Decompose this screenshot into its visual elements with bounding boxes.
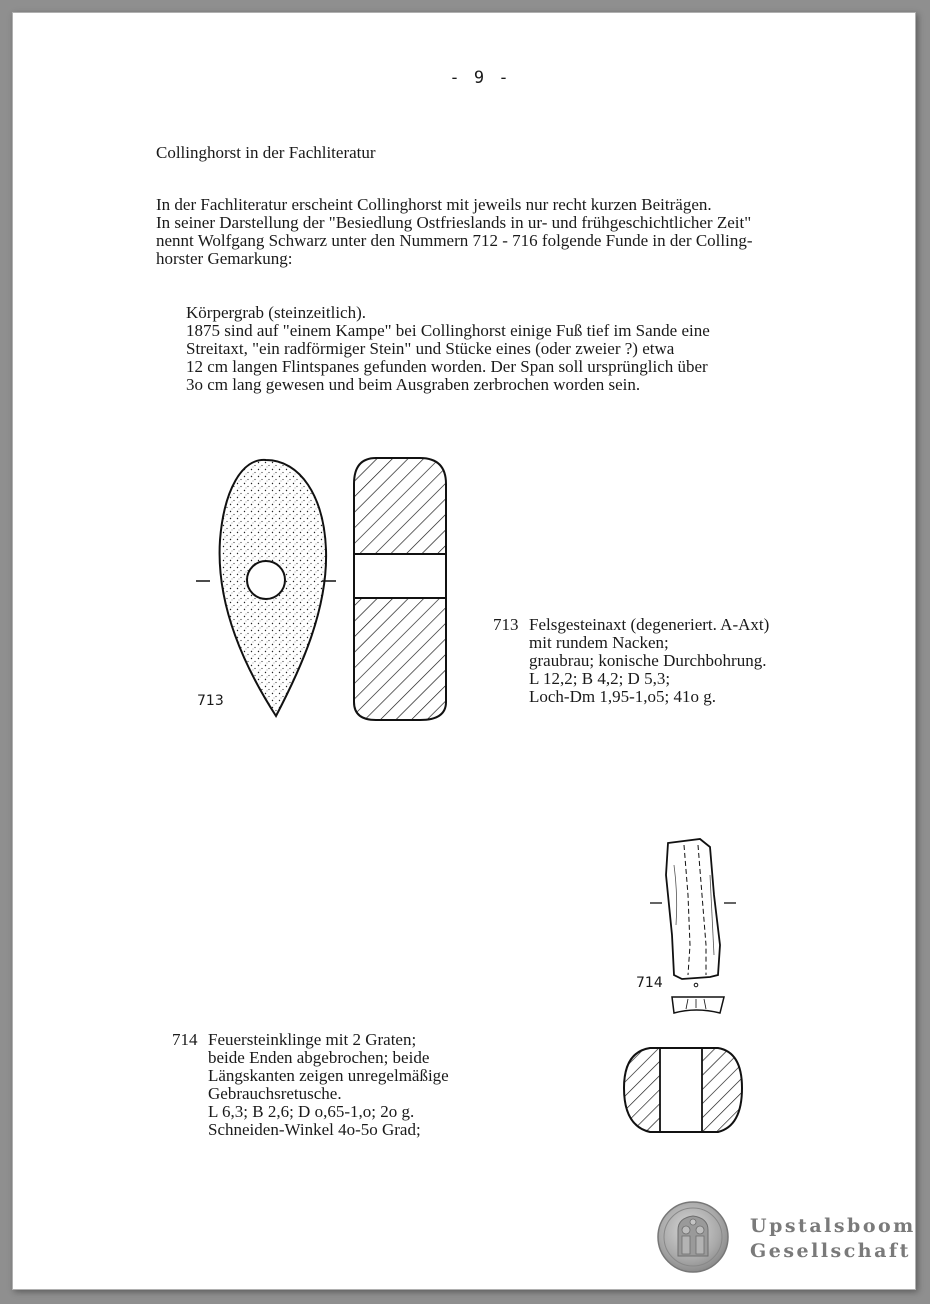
axe-section-drawing: [350, 454, 460, 726]
catalog-entry-713: [493, 616, 823, 716]
entry-line: L 6,3; B 2,6; D o,65-1,o; 2o g.: [208, 1102, 415, 1121]
logo-line: Upstalsboom: [750, 1215, 916, 1237]
entry-description: [529, 616, 769, 706]
entry-line: Loch-Dm 1,95-1,o5; 41o g.: [529, 687, 716, 706]
figure-label-714: 714: [636, 975, 663, 991]
quoted-entry: [186, 304, 806, 394]
logo-wordmark: [750, 1214, 916, 1264]
figure-label-713: 713: [197, 693, 224, 709]
intro-line: horster Gemarkung:: [156, 249, 293, 268]
entry-number: 713: [493, 615, 519, 634]
wheel-stone-section-drawing: [620, 1044, 750, 1140]
flint-blade-drawing: [640, 835, 750, 1025]
entry-line: graubrau; konische Durchbohrung.: [529, 651, 767, 670]
entry-line: Feuersteinklinge mit 2 Graten;: [208, 1030, 417, 1049]
entry-number: 714: [172, 1030, 198, 1049]
catalog-entry-714: [172, 1031, 502, 1161]
entry-line: Längskanten zeigen unregelmäßige: [208, 1066, 449, 1085]
intro-line: nennt Wolfgang Schwarz unter den Nummern 712 - 716 folgende Funde in der Colling-: [156, 231, 753, 250]
intro-paragraph: [156, 196, 836, 268]
intro-line: In der Fachliteratur erscheint Collinghorst mit jeweils nur recht kurzen Beiträgen.: [156, 195, 712, 214]
entry-line: beide Enden abgebrochen; beide: [208, 1048, 430, 1067]
quote-line: Streitaxt, "ein radförmiger Stein" und Stücke eines (oder zweier ?) etwa: [186, 339, 675, 358]
entry-line: Gebrauchsretusche.: [208, 1084, 342, 1103]
intro-line: In seiner Darstellung der "Besiedlung Ostfrieslands in ur- und frühgeschichtlicher Zeit": [156, 213, 752, 232]
entry-line: Felsgesteinaxt (degeneriert. A-Axt): [529, 615, 770, 634]
logo-line: Gesellschaft: [750, 1240, 911, 1262]
quote-line: 3o cm lang gewesen und beim Ausgraben zerbrochen worden sein.: [186, 375, 641, 394]
seal-icon: [656, 1200, 730, 1274]
quote-line: 12 cm langen Flintspanes gefunden worden. Der Span soll ursprünglich über: [186, 357, 708, 376]
section-heading: Collinghorst in der Fachliteratur: [156, 143, 376, 162]
quote-line: 1875 sind auf "einem Kampe" bei Collinghorst einige Fuß tief im Sande eine: [186, 321, 710, 340]
entry-description: [208, 1031, 449, 1139]
society-logo: [656, 1196, 916, 1278]
page-number: - 9 -: [449, 68, 511, 88]
quote-line: Körpergrab (steinzeitlich).: [186, 303, 367, 322]
entry-line: L 12,2; B 4,2; D 5,3;: [529, 669, 671, 688]
entry-line: mit rundem Nacken;: [529, 633, 669, 652]
entry-line: Schneiden-Winkel 4o-5o Grad;: [208, 1120, 421, 1139]
